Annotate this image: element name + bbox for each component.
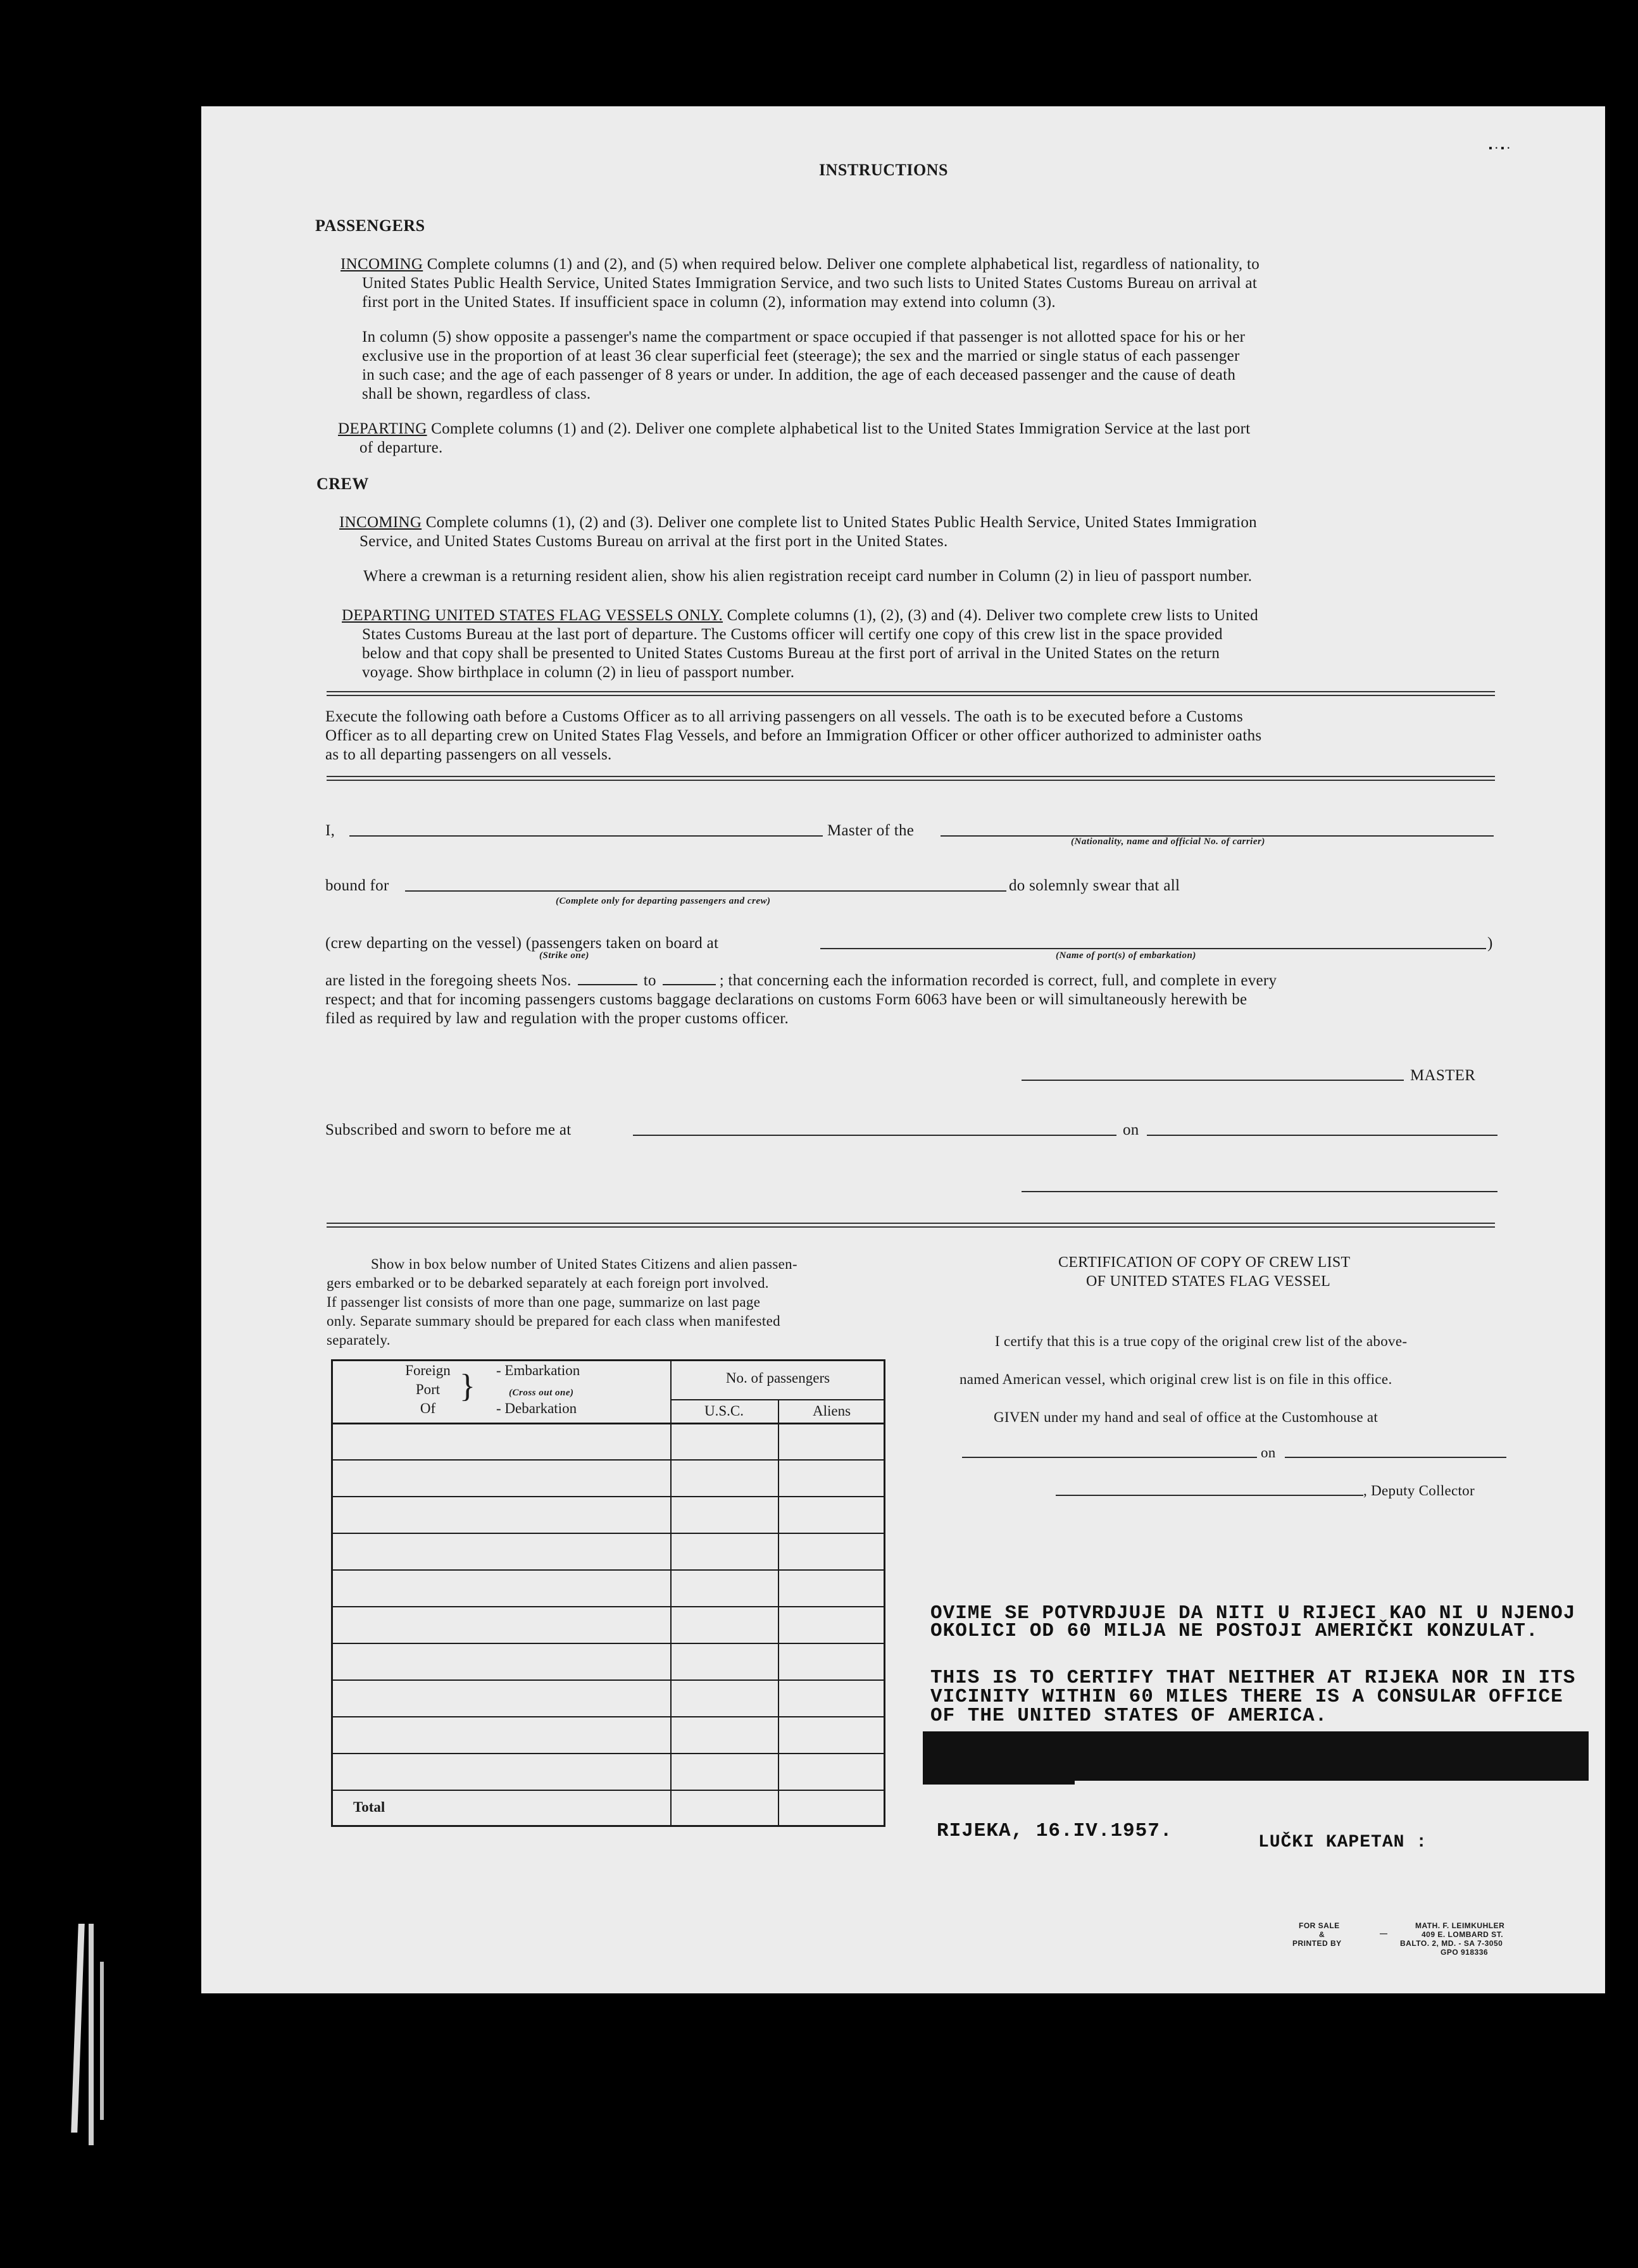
master-name-line[interactable] [349,835,823,837]
departing-text: Complete columns (1) and (2). Deliver one complete alphabetical list to the United States Immigration Service at the last port [427,420,1251,437]
listed-line [325,971,1277,990]
stamp-english-line2: VICINITY WITHIN 60 MILES THERE IS A CONSULAR OFFICE [930,1686,1563,1708]
sworn-on-label: on [1123,1121,1139,1138]
corner-marks: ▪ · ▪ · [1489,143,1511,154]
brace-glyph: } [460,1368,475,1404]
table-divider [670,1399,884,1400]
stamp-croatian-line1: OVIME SE POTVRDJUJE DA NITI U RIJECI KAO NI U NJENOJ [930,1602,1576,1624]
signatory: LUČKI KAPETAN : [1258,1833,1428,1852]
place-date: RIJEKA, 16.IV.1957. [937,1820,1173,1842]
passengers-departing-line2: of departure. [359,439,443,456]
cert-on-label: on [1261,1445,1276,1461]
table-row [333,1790,884,1791]
crew-heading: CREW [316,475,369,493]
cert-title2: OF UNITED STATES FLAG VESSEL [1086,1273,1331,1290]
passengers-heading: PASSENGERS [315,216,425,235]
summary-line4: only. Separate summary should be prepared for each class when manifested [327,1313,780,1329]
th-aliens: Aliens [812,1403,851,1419]
crew-incoming-line1 [339,513,1257,532]
summary-line3: If passenger list consists of more than one page, summarize on last page [327,1294,761,1310]
col5-line2: exclusive use in the proportion of at least 36 clear superficial feet (steerage); the sex and the married or single status of each passenger [362,347,1240,364]
col5-line1: In column (5) show opposite a passenger's name the compartment or space occupied if that passenger is not allotted space for his or her [362,328,1246,346]
redaction-bar-tail [923,1778,1075,1785]
summary-line5: separately. [327,1332,391,1348]
th-port: Port [415,1381,441,1397]
incoming-label: INCOMING [341,256,423,273]
paper-edge [89,1924,94,2145]
redaction-bar [923,1731,1589,1781]
passengers-incoming-line3: first port in the United States. If insufficient space in column (2), information may extend into column (3). [362,294,1056,311]
passenger-summary-table [331,1359,885,1827]
oath-intro-line3: as to all departing passengers on all vessels. [325,746,612,763]
crew-incoming-text: Complete columns (1), (2) and (3). Deliver one complete list to United States Public Health Service, United States Immigration [422,514,1257,531]
cert-line1: I certify that this is a true copy of the original crew list of the above- [995,1333,1408,1349]
passengers-incoming-line2: United States Public Health Service, United States Immigration Service, and two such lists to United States Customs Bureau on arrival at [362,275,1258,292]
page-title: INSTRUCTIONS [819,161,948,179]
paper-edge [100,1962,104,2120]
crew-departing-text: Complete columns (1), (2), (3) and (4). Deliver two complete crew lists to United [723,607,1258,624]
oath-i-label: I, [325,822,335,839]
port-caption: (Name of port(s) of embarkation) [1056,950,1196,961]
strike-one-caption: (Strike one) [539,950,589,961]
summary-line1: Show in box below number of United States Citizens and alien passen- [371,1256,797,1272]
cert-date-line[interactable] [1285,1457,1506,1458]
cert-line3: GIVEN under my hand and seal of office at the Customhouse at [994,1409,1379,1425]
th-embarkation: - Embarkation [496,1362,580,1378]
crew-incoming-label: INCOMING [339,514,422,531]
passengers-incoming-line1 [341,254,1260,274]
table-row [333,1643,884,1644]
sworn-date-line[interactable] [1147,1135,1497,1136]
crewman-line: Where a crewman is a returning resident alien, show his alien registration receipt card number in Column (2) in lieu of passport number. [363,568,1253,585]
printed-by: PRINTED BY [1292,1939,1342,1948]
crew-departing-label: DEPARTING UNITED STATES FLAG VESSELS ONLY. [342,607,723,624]
printer-street: 409 E. LOMBARD ST. [1422,1930,1504,1939]
printer-dash: — [1380,1929,1388,1938]
table-row [333,1606,884,1607]
crew-incoming-line2: Service, and United States Customs Bureau on arrival at the first port in the United States. [359,533,948,550]
embarkation-port-line[interactable] [820,948,1486,949]
listed-to: to [643,972,656,989]
table-row [333,1716,884,1717]
th-usc: U.S.C. [704,1403,744,1419]
incoming-text: Complete columns (1) and (2), and (5) when required below. Deliver one complete alphabetical list, regardless of nationality, to [423,256,1260,273]
table-row [333,1679,884,1681]
listed-a: are listed in the foregoing sheets Nos. [325,972,572,989]
master-of-the: Master of the [827,822,915,839]
crew-departing-strike: (crew departing on the vessel) (passengers taken on board at [325,935,719,952]
deputy-label: , Deputy Collector [1363,1483,1475,1498]
carrier-caption: (Nationality, name and official No. of carrier) [1071,837,1265,847]
col5-line3: in such case; and the age of each passenger of 8 years or under. In addition, the age of each deceased passenger and the cause of death [362,366,1236,383]
customhouse-line[interactable] [962,1457,1257,1458]
crew-departing-line4: voyage. Show birthplace in column (2) in lieu of passport number. [362,664,795,681]
oath-intro-line1: Execute the following oath before a Customs Officer as to all arriving passengers on all vessels. The oath is to be executed before a Customs [325,708,1244,725]
deputy-signature-line[interactable] [1056,1495,1363,1496]
section-divider [327,1223,1495,1228]
summary-line2: gers embarked or to be debarked separately at each foreign port involved. [327,1275,769,1291]
printer-gpo: GPO 918336 [1441,1948,1489,1957]
th-debarkation: - Debarkation [496,1400,577,1416]
crew-departing-line3: below and that copy shall be presented to United States Customs Bureau at the first port of arrival in the United States on the return [362,645,1220,662]
th-of: Of [420,1400,436,1416]
table-divider [333,1423,884,1424]
filed-line: filed as required by law and regulation with the proper customs officer. [325,1010,789,1027]
printer-city: BALTO. 2, MD. - SA 7-3050 [1400,1939,1503,1948]
crew-departing-line2: States Customs Bureau at the last port of departure. The Customs officer will certify one copy of this crew list in the space provided [362,626,1223,643]
printer-amp: & [1319,1930,1325,1939]
table-divider [778,1399,779,1825]
sheet-to-field[interactable] [663,984,716,985]
paper-edge [71,1924,85,2133]
th-no-of-passengers: No. of passengers [725,1370,830,1386]
subscribed-label: Subscribed and sworn to before me at [325,1121,572,1138]
bound-for-label: bound for [325,877,389,894]
sworn-place-line[interactable] [633,1135,1116,1136]
cert-line2: named American vessel, which original crew list is on file in this office. [960,1371,1392,1387]
cert-title1: CERTIFICATION OF COPY OF CREW LIST [1058,1254,1351,1271]
respect-line: respect; and that for incoming passengers customs baggage declarations on customs Form 6063 have been or will simultaneously herewith be [325,991,1247,1008]
master-label: MASTER [1410,1067,1476,1084]
th-cross-out: (Cross out one) [509,1388,574,1398]
for-sale: FOR SALE [1299,1921,1340,1930]
table-row [333,1753,884,1754]
section-divider [327,691,1495,696]
table-divider [670,1361,672,1825]
sheet-from-field[interactable] [578,984,637,985]
close-paren: ) [1487,935,1493,952]
officer-signature-line[interactable] [1022,1191,1497,1192]
stamp-croatian-line2: OKOLICI OD 60 MILJA NE POSTOJI AMERIČKI KONZULAT. [930,1620,1539,1642]
table-row [333,1533,884,1534]
table-row [333,1459,884,1461]
passengers-departing-line1 [338,419,1251,439]
stamp-english-line3: OF THE UNITED STATES OF AMERICA. [930,1705,1328,1727]
master-signature-line[interactable] [1022,1080,1404,1081]
printer-name: MATH. F. LEIMKUHLER [1415,1921,1505,1930]
bound-caption: (Complete only for departing passengers and crew) [556,896,771,906]
oath-intro-line2: Officer as to all departing crew on United States Flag Vessels, and before an Immigration Officer or other officer authorized to administer oaths [325,727,1262,744]
crew-departing-line1 [342,606,1258,625]
th-foreign: Foreign [405,1362,451,1378]
listed-b: ; that concerning each the information recorded is correct, full, and complete in every [719,972,1277,989]
swear-text: do solemnly swear that all [1009,877,1180,894]
stamp-english-line1: THIS IS TO CERTIFY THAT NEITHER AT RIJEKA NOR IN ITS [930,1667,1576,1689]
bound-for-line[interactable] [405,890,1006,892]
section-divider [327,776,1495,781]
col5-line4: shall be shown, regardless of class. [362,385,591,402]
table-row [333,1496,884,1497]
total-label: Total [353,1799,385,1815]
table-row [333,1569,884,1571]
departing-label: DEPARTING [338,420,427,437]
